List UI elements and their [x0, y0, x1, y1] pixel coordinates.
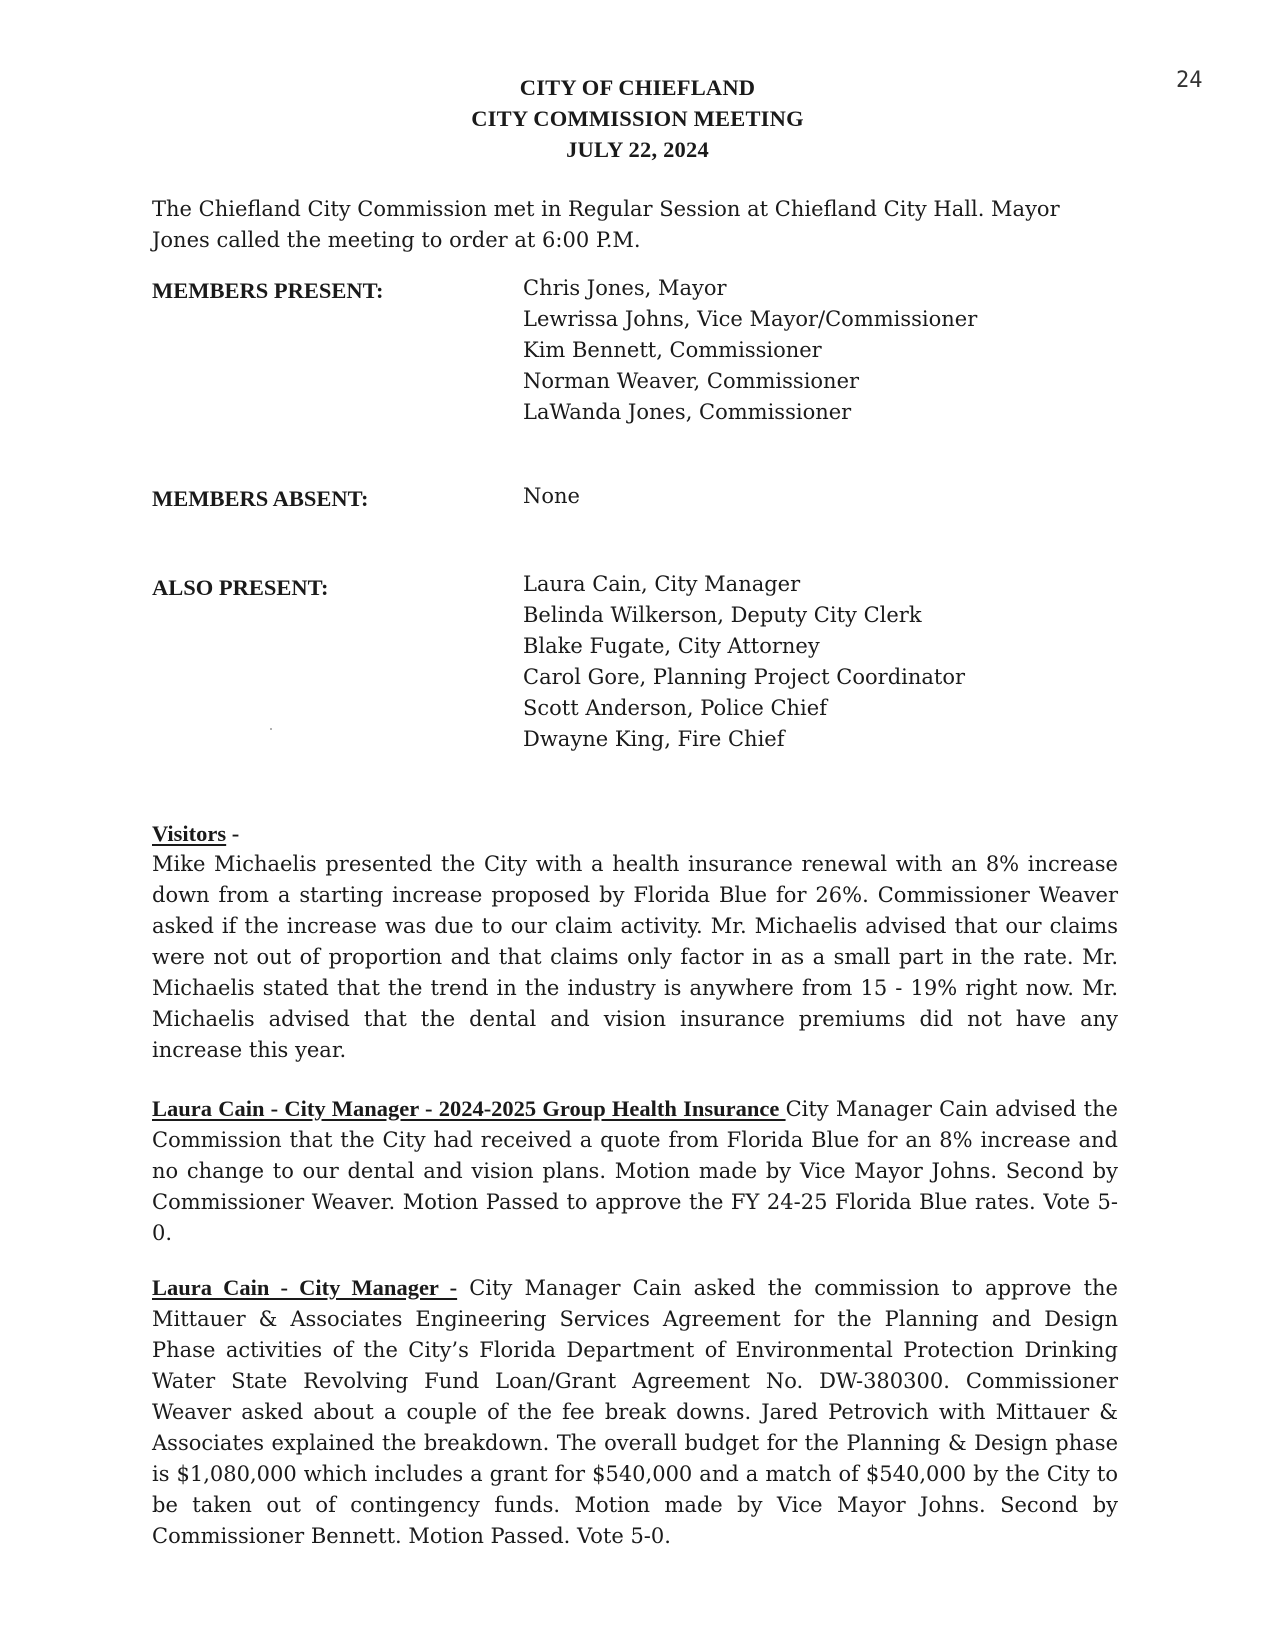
- also-present-list: [523, 569, 965, 755]
- members-absent-label: MEMBERS ABSENT:: [152, 486, 369, 511]
- list-item: Dwayne King, Fire Chief: [523, 727, 785, 751]
- engineering-agreement-section: [152, 1272, 1118, 1552]
- health-insurance-section: [152, 1093, 1118, 1249]
- list-item: Lewrissa Johns, Vice Mayor/Commissioner: [523, 307, 978, 331]
- visitors-section: [152, 818, 1118, 1066]
- intro-paragraph: The Chiefland City Commission met in Regular Session at Chiefland City Hall. Mayor Jones called the meeting to order at 6:00 P.M.: [152, 197, 1060, 252]
- document-header: [0, 72, 1275, 165]
- page-number: 24: [1176, 68, 1203, 93]
- list-item: None: [523, 484, 580, 508]
- list-item: Laura Cain, City Manager: [523, 572, 801, 596]
- list-item: Scott Anderson, Police Chief: [523, 696, 827, 720]
- list-item: Blake Fugate, City Attorney: [523, 634, 820, 658]
- visitors-body: Mike Michaelis presented the City with a health insurance renewal with an 8% increase down from a starting increase proposed by Florida Blue for 26%. Commissioner Weaver asked if the increase was due to our claim activity. Mr. Michaelis advised that our claims were not out of proportion and that claims only factor in as a small part in the rate. Mr. Michaelis stated that the trend in the industry is anywhere from 15 - 19% right now. Mr. Michaelis advised that the dental and vision insurance premiums did not have any increase this year.: [152, 852, 1118, 1062]
- list-item: Belinda Wilkerson, Deputy City Clerk: [523, 603, 922, 627]
- header-city: CITY OF CHIEFLAND: [519, 75, 756, 100]
- also-present-label: ALSO PRESENT:: [152, 575, 329, 600]
- health-insurance-body: City Manager Cain advised the Commission that the City had received a quote from Florida Blue for an 8% increase and no change to our dental and vision plans. Motion made by Vice Mayor Johns. Second by Commissioner Weaver. Motion Passed to approve the FY 24-25 Florida Blue rates. Vote 5-0.: [152, 1097, 1118, 1245]
- members-absent-list: [523, 481, 580, 512]
- list-item: Carol Gore, Planning Project Coordinator: [523, 665, 966, 689]
- engineering-agreement-body: City Manager Cain asked the commission to approve the Mittauer & Associates Engineering Services Agreement for the Planning and Design Phase activities of the City’s Florida Department of Environmental Protection Drinking Water State Revolving Fund Loan/Grant Agreement No. DW-380300. Commissioner Weaver asked about a couple of the fee break downs. Jared Petrovich with Mittauer & Associates explained the breakdown. The overall budget for the Planning & Design phase is $1,080,000 which includes a grant for $540,000 and a match of $540,000 by the City to be taken out of contingency funds. Motion made by Vice Mayor Johns. Second by Commissioner Bennett. Motion Passed. Vote 5-0.: [152, 1276, 1118, 1548]
- header-meeting: CITY COMMISSION MEETING: [471, 106, 804, 131]
- list-item: Norman Weaver, Commissioner: [523, 369, 860, 393]
- visitors-heading: Visitors -: [152, 821, 240, 846]
- list-item: Kim Bennett, Commissioner: [523, 338, 822, 362]
- health-insurance-heading: Laura Cain - City Manager - 2024-2025 Group Health Insurance: [152, 1096, 786, 1121]
- header-date: JULY 22, 2024: [566, 137, 709, 162]
- engineering-agreement-heading: Laura Cain - City Manager -: [152, 1275, 458, 1300]
- members-present-list: [523, 273, 977, 428]
- list-item: LaWanda Jones, Commissioner: [523, 400, 852, 424]
- members-present-label: MEMBERS PRESENT:: [152, 278, 384, 303]
- scan-speck: [270, 728, 272, 730]
- list-item: Chris Jones, Mayor: [523, 276, 727, 300]
